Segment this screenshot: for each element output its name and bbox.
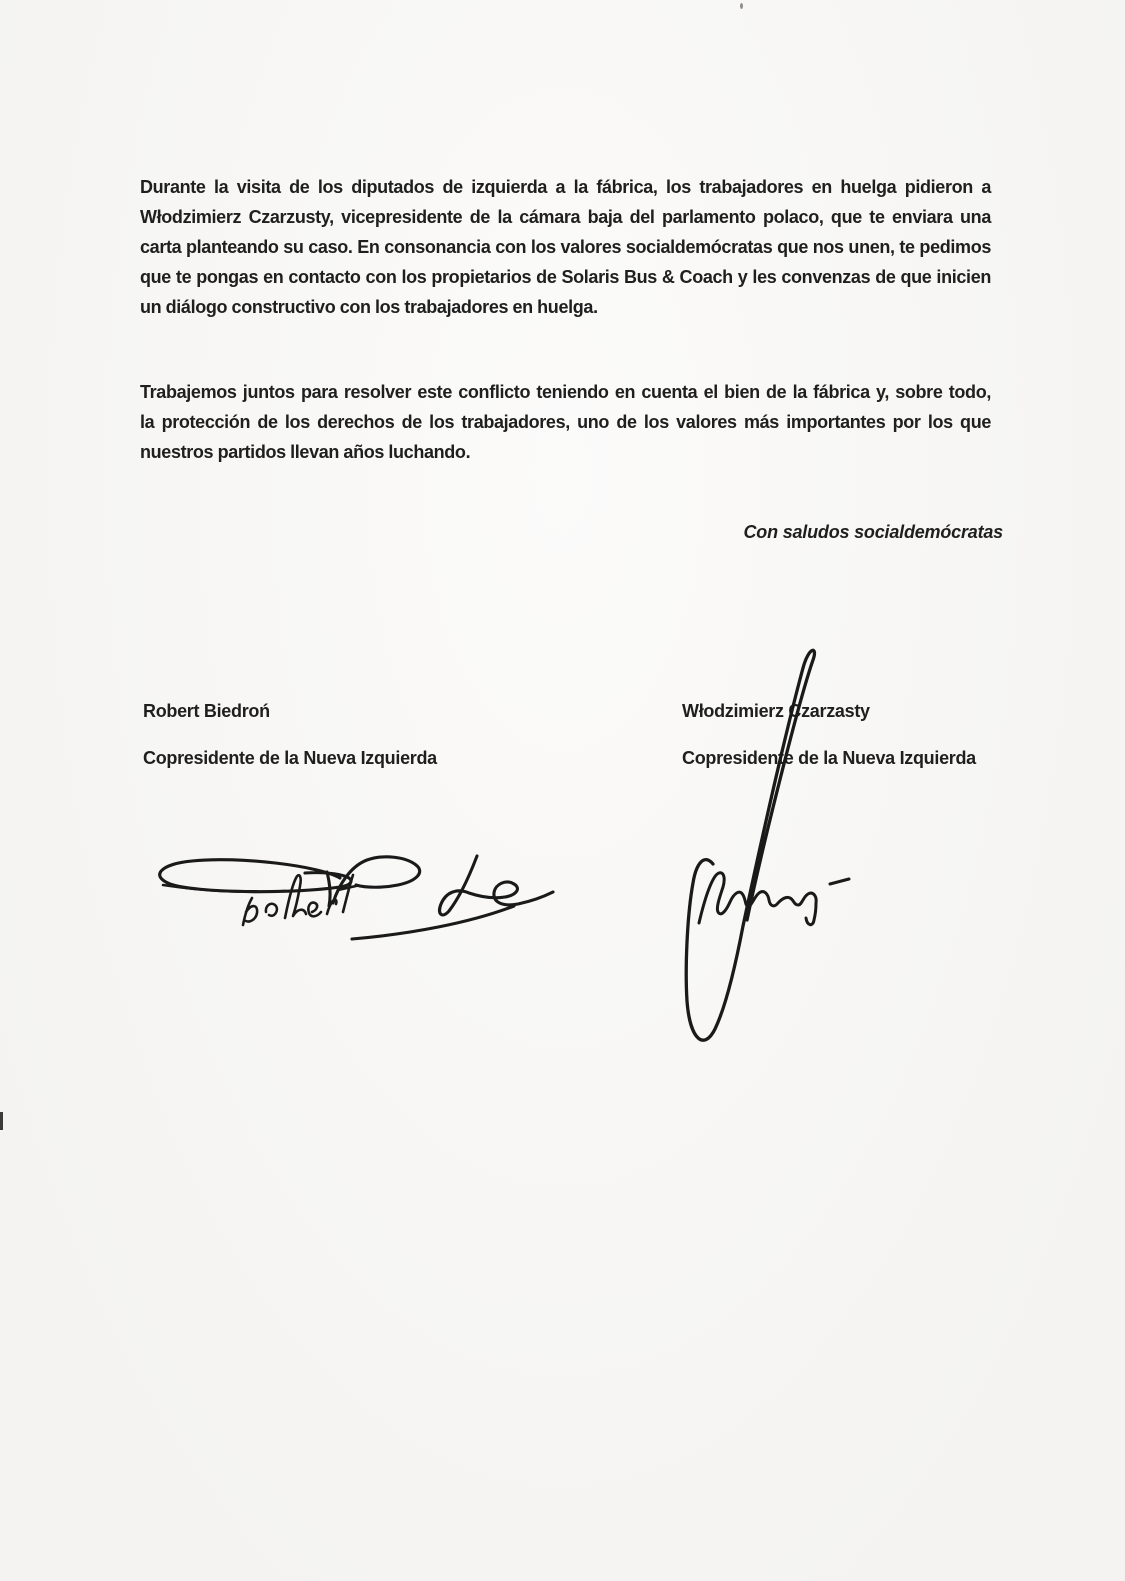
paragraph-line: nuestros partidos llevan años luchando. bbox=[140, 442, 471, 462]
paragraph-1 bbox=[140, 172, 991, 322]
signatory-block-right bbox=[682, 700, 976, 769]
paragraph-line: Trabajemos juntos para resolver este conflicto teniendo en cuenta el bien de la fábrica y, sobre todo, bbox=[140, 382, 991, 402]
signatory-block-left bbox=[143, 700, 437, 769]
signature-stroke bbox=[160, 860, 351, 892]
signature-stroke bbox=[163, 885, 285, 892]
signature-stroke bbox=[327, 872, 330, 906]
signature-stroke bbox=[440, 856, 553, 915]
signatory-title: Copresidente de la Nueva Izquierda bbox=[143, 748, 437, 768]
paragraph-2 bbox=[140, 377, 991, 467]
signatory-name: Włodzimierz Czarzasty bbox=[682, 701, 870, 721]
signature-stroke bbox=[699, 873, 816, 925]
signature-stroke bbox=[333, 857, 420, 903]
signature-stroke bbox=[243, 875, 356, 925]
paragraph-line: un diálogo constructivo con los trabajadores en huelga. bbox=[140, 297, 598, 317]
paragraph-line: que te pongas en contacto con los propietarios de Solaris Bus & Coach y les convenzas de que inicien bbox=[140, 267, 991, 287]
paragraph-line: la protección de los derechos de los trabajadores, uno de los valores más importantes por los que bbox=[140, 412, 991, 432]
paragraph-line: carta planteando su caso. En consonancia con los valores socialdemócratas que nos unen, te pedimos bbox=[140, 237, 991, 257]
signatory-title: Copresidente de la Nueva Izquierda bbox=[682, 748, 976, 768]
paragraph-line: Włodzimierz Czarzusty, vicepresidente de la cámara baja del parlamento polaco, que te enviara una bbox=[140, 207, 991, 227]
signature-robert-biedron bbox=[140, 835, 570, 950]
paragraph-line: Durante la visita de los diputados de izquierda a la fábrica, los trabajadores en huelga pidieron a bbox=[140, 177, 991, 197]
signature-wlodzimierz-czarzasty bbox=[656, 626, 875, 1050]
scan-artifact bbox=[740, 3, 743, 9]
scan-artifact bbox=[0, 1112, 3, 1130]
signature-stroke bbox=[830, 879, 849, 884]
signature-stroke bbox=[352, 906, 514, 939]
signatory-name: Robert Biedroń bbox=[143, 701, 270, 721]
closing-salutation: Con saludos socialdemócratas bbox=[743, 522, 1003, 542]
